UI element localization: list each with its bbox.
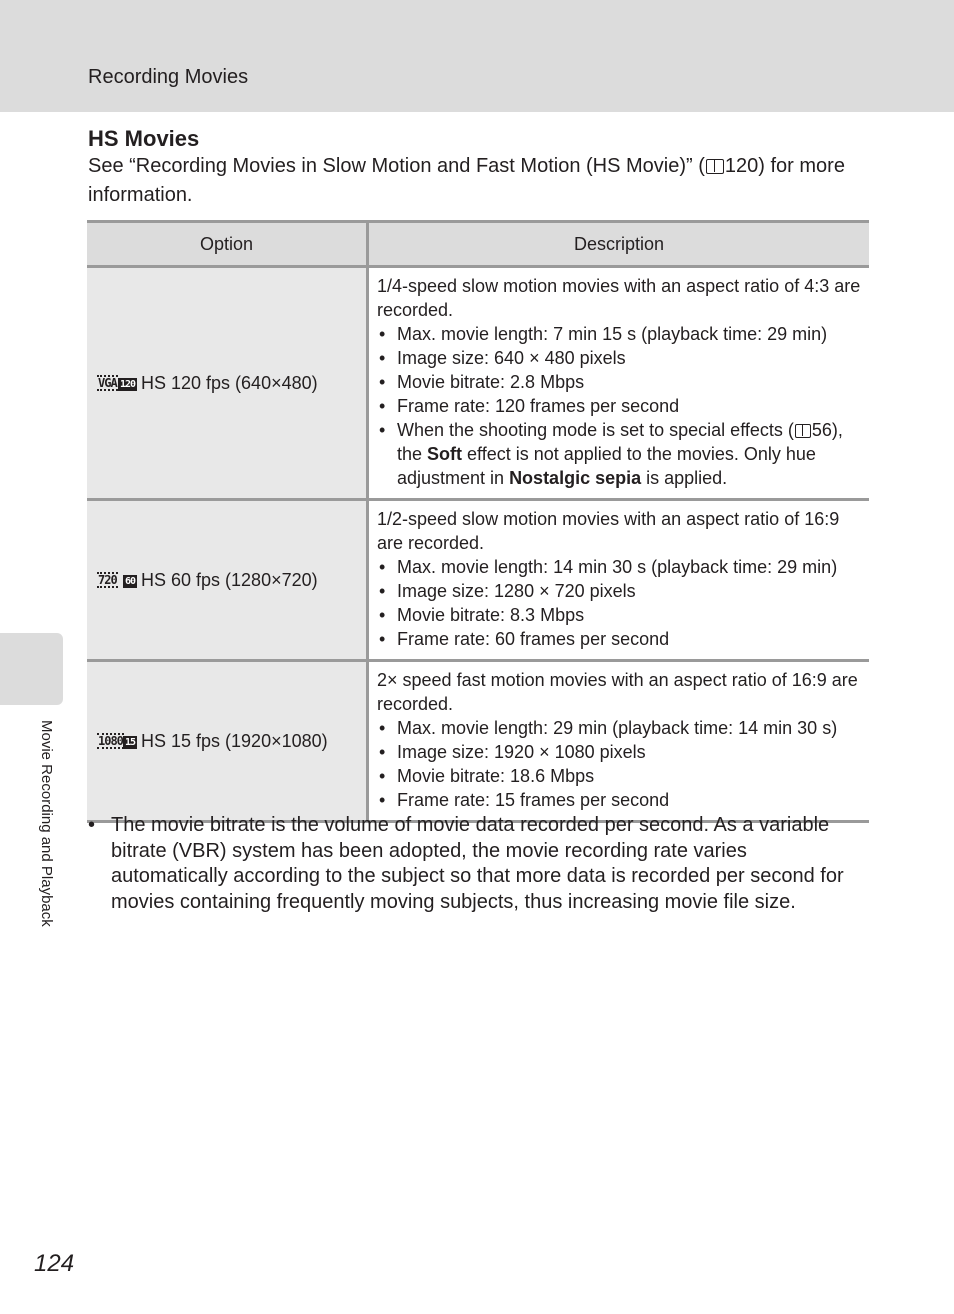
- description-cell: [368, 267, 870, 500]
- description-cell: [368, 500, 870, 661]
- header-band: [0, 0, 954, 112]
- special-page-ref: 56: [811, 420, 832, 440]
- page-number: 124: [34, 1250, 75, 1277]
- list-item: • Image size: 1920 × 1080 pixels: [397, 740, 861, 764]
- list-item: • Movie bitrate: 8.3 Mbps: [397, 603, 861, 627]
- bitrate-note: • The movie bitrate is the volume of movie data recorded per second. As a variable bitrate (VBR) system has been adopted, the movie recording rate varies automatically according to the subject so that more data is recorded per second for movies containing frequently moving subjects, thus increasing movie file size.: [88, 813, 868, 915]
- section-title: HS Movies: [88, 126, 200, 151]
- table-row: [87, 661, 869, 822]
- option-label: HS 120 fps (640×480): [141, 373, 318, 393]
- list-item: • Max. movie length: 29 min (playback time: 14 min 30 s): [397, 716, 861, 740]
- page-header-title: Recording Movies: [88, 66, 249, 88]
- column-header-description: Description: [368, 222, 870, 267]
- special-text-3: effect is not applied to the movies. Only hue adjustment in: [397, 444, 816, 488]
- option-cell: [87, 661, 368, 822]
- side-chapter-label: Movie Recording and Playback: [38, 720, 55, 927]
- description-summary: 1/2-speed slow motion movies with an aspect ratio of 16:9 are recorded.: [377, 509, 840, 553]
- list-item: • Image size: 640 × 480 pixels: [397, 346, 861, 370]
- table-row: [87, 267, 869, 500]
- section-intro: [88, 152, 868, 210]
- description-bullets: [377, 555, 861, 651]
- option-cell: [87, 267, 368, 500]
- book-reference-icon: [795, 424, 811, 438]
- description-bullets: [377, 322, 861, 490]
- intro-page-ref: 120: [724, 155, 759, 177]
- description-summary: 2× speed fast motion movies with an aspect ratio of 16:9 are recorded.: [377, 670, 858, 714]
- list-item: • Image size: 1280 × 720 pixels: [397, 579, 861, 603]
- intro-text-before: See “Recording Movies in Slow Motion and Fast Motion (HS Movie)” (: [88, 155, 705, 177]
- intro-text-after: ) for more information.: [88, 155, 845, 206]
- option-label: HS 60 fps (1280×720): [141, 570, 318, 590]
- list-item: • Max. movie length: 7 min 15 s (playback time: 29 min): [397, 322, 861, 346]
- icon-resolution-text: 720: [98, 573, 117, 587]
- icon-resolution-text: 1080: [98, 734, 123, 748]
- special-bold-soft: Soft: [427, 444, 463, 464]
- special-text-2: ), the: [397, 420, 843, 464]
- icon-resolution-text: VGA: [98, 376, 117, 390]
- description-bullets: [377, 716, 861, 812]
- icon-fps-text: 15: [124, 737, 135, 748]
- option-label: HS 15 fps (1920×1080): [141, 731, 328, 751]
- hs-mode-icon: [97, 372, 137, 392]
- icon-fps-text: 60: [124, 576, 135, 587]
- list-item: • Frame rate: 15 frames per second: [397, 788, 861, 812]
- hs-movie-options-table: [87, 220, 869, 823]
- list-item: • Frame rate: 120 frames per second: [397, 394, 861, 418]
- icon-fps-text: 120: [119, 379, 135, 390]
- special-bold-nostalgic-sepia: Nostalgic sepia: [509, 468, 642, 488]
- list-item: • Movie bitrate: 18.6 Mbps: [397, 764, 861, 788]
- option-cell: [87, 500, 368, 661]
- table-header-row: [87, 222, 869, 267]
- list-item: • Max. movie length: 14 min 30 s (playback time: 29 min): [397, 555, 861, 579]
- list-item-special-effects: [397, 418, 861, 490]
- list-item: • Frame rate: 60 frames per second: [397, 627, 861, 651]
- book-reference-icon: [706, 159, 724, 174]
- hs-mode-icon: [97, 569, 137, 589]
- description-cell: [368, 661, 870, 822]
- special-text-1: When the shooting mode is set to special effects (: [397, 420, 794, 440]
- description-summary: 1/4-speed slow motion movies with an aspect ratio of 4:3 are recorded.: [377, 276, 861, 320]
- column-header-option: Option: [87, 222, 368, 267]
- side-chapter-tab: [0, 633, 63, 705]
- special-text-4: is applied.: [641, 468, 728, 488]
- table-row: [87, 500, 869, 661]
- list-item: • Movie bitrate: 2.8 Mbps: [397, 370, 861, 394]
- hs-mode-icon: [97, 730, 137, 750]
